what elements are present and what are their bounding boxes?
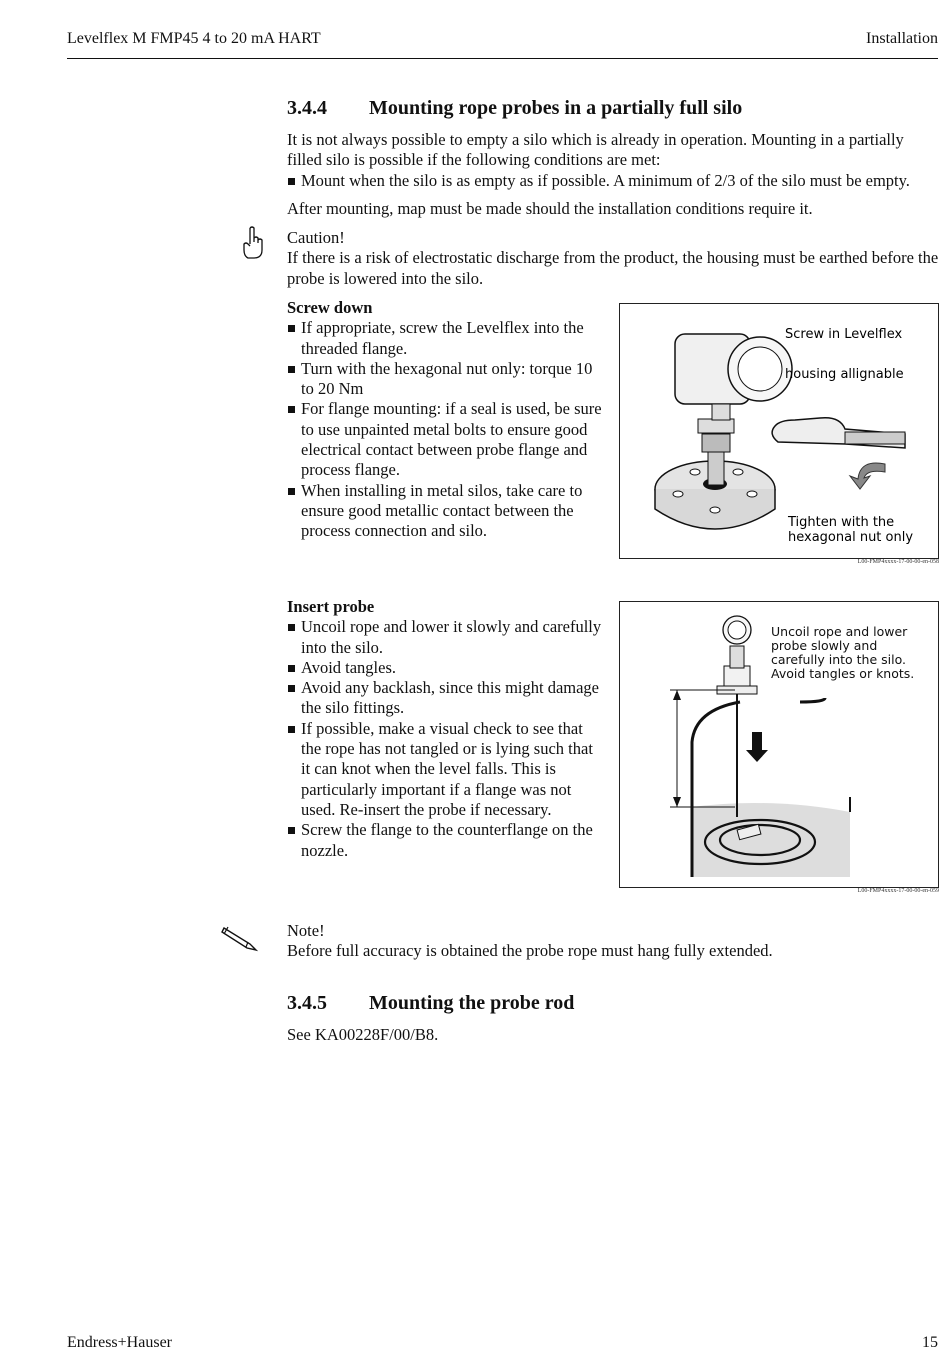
- after-mounting-paragraph: After mounting, map must be made should the installation conditions require it.: [287, 198, 813, 218]
- section-heading-3-4-4: [287, 97, 742, 120]
- list-item: Avoid any backlash, since this might damage the silo fittings.: [287, 678, 605, 719]
- running-header-title: Levelflex M FMP45 4 to 20 mA HART: [67, 30, 321, 47]
- insert-probe-illustration: [620, 602, 938, 887]
- note-text: Before full accuracy is obtained the probe rope must hang fully extended.: [287, 941, 773, 961]
- figure-label: probe slowly and: [771, 638, 878, 653]
- figure-label: Avoid tangles or knots.: [771, 666, 915, 681]
- screw-in-illustration: [620, 304, 938, 558]
- figure-reference: L00-FMP4xxxx-17-00-00-en-059: [857, 888, 939, 894]
- insert-probe-block: [287, 597, 605, 861]
- section-title: Mounting the probe rod: [369, 992, 575, 1014]
- section-345-text: See KA00228F/00/B8.: [287, 1025, 439, 1044]
- list-item: Screw the flange to the counterflange on the nozzle.: [287, 820, 605, 861]
- figure-screw-in: [619, 303, 939, 559]
- list-item: Turn with the hexagonal nut only: torque 10 to 20 Nm: [287, 359, 602, 400]
- section-title: Mounting rope probes in a partially full silo: [369, 97, 743, 119]
- insert-probe-title: Insert probe: [287, 597, 375, 616]
- section-number: 3.4.5: [287, 992, 327, 1014]
- figure-label: carefully into the silo.: [771, 652, 906, 667]
- running-header-section: Installation: [866, 30, 938, 47]
- page-number: 15: [922, 1334, 938, 1351]
- list-item: For flange mounting: if a seal is used, be sure to use unpainted metal bolts to ensure good electrical contact between probe flange and process flange.: [287, 399, 602, 480]
- list-item: If possible, make a visual check to see that the rope has not tangled or is lying such that it can knot when the level falls. This is particularly important if a flange was not used. Re-insert the probe if necessary.: [287, 719, 605, 820]
- intro-paragraph: It is not always possible to empty a silo which is already in operation. Mounting in a partially filled silo is possible if the following conditions are met:: [287, 130, 904, 170]
- figure-label: housing allignable: [785, 367, 904, 382]
- figure-label: hexagonal nut only: [788, 530, 914, 545]
- caution-hand-icon: [238, 226, 268, 262]
- list-item: Uncoil rope and lower it slowly and carefully into the silo.: [287, 617, 605, 658]
- caution-block: [287, 228, 939, 289]
- figure-reference: L00-FMP4xxxx-17-00-00-en-058: [857, 559, 939, 565]
- section-heading-3-4-5: [287, 992, 574, 1015]
- note-pencil-icon: [220, 922, 260, 952]
- figure-label: Tighten with the: [788, 515, 895, 530]
- figure-label: Uncoil rope and lower: [771, 624, 908, 639]
- section-body: [287, 130, 939, 219]
- list-item: If appropriate, screw the Levelflex into the threaded flange.: [287, 318, 602, 359]
- list-item: When installing in metal silos, take care to ensure good metallic contact between the process connection and silo.: [287, 481, 602, 542]
- screw-down-block: [287, 298, 602, 542]
- figure-label: Screw in Levelflex: [785, 327, 903, 342]
- caution-text: If there is a risk of electrostatic discharge from the product, the housing must be earthed before the probe is lowered into the silo.: [287, 248, 939, 288]
- condition-list: [287, 171, 939, 191]
- note-title: Note!: [287, 921, 325, 940]
- screw-down-title: Screw down: [287, 298, 373, 317]
- caution-title: Caution!: [287, 228, 345, 247]
- section-number: 3.4.4: [287, 97, 327, 119]
- insert-probe-list: [287, 617, 605, 861]
- list-item: Mount when the silo is as empty as if possible. A minimum of 2/3 of the silo must be empty.: [287, 171, 939, 191]
- footer-brand: Endress+Hauser: [67, 1334, 172, 1351]
- screw-down-list: [287, 318, 602, 541]
- note-block: [287, 921, 939, 962]
- header-rule: [67, 58, 938, 59]
- figure-insert-probe: [619, 601, 939, 888]
- list-item: Avoid tangles.: [287, 658, 605, 678]
